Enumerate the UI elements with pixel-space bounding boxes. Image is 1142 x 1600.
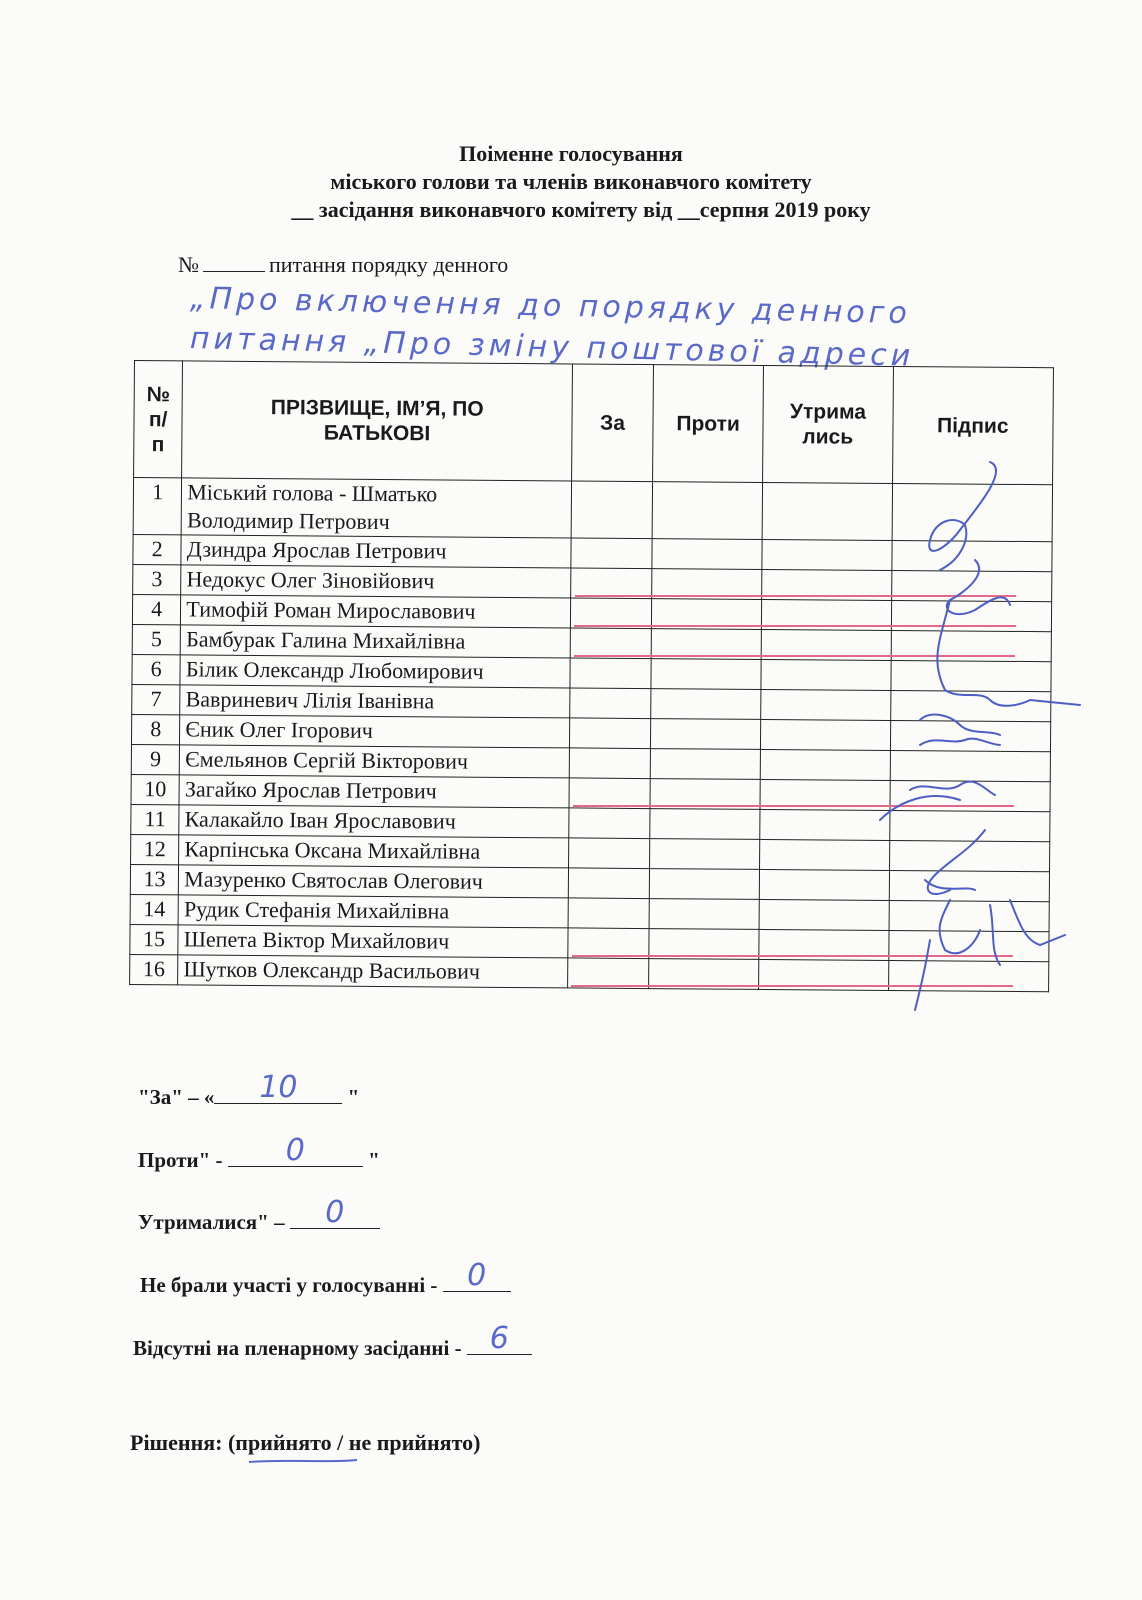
row-number: 3 bbox=[133, 564, 182, 594]
row-number: 4 bbox=[132, 594, 181, 624]
tally-against-close: " bbox=[362, 1148, 380, 1172]
col-header-proty: Проти bbox=[653, 365, 764, 483]
row-number: 9 bbox=[131, 744, 180, 774]
agenda-label: питання порядку денного bbox=[269, 252, 509, 277]
tally-absent-label: Відсутні на пленарному засіданні - bbox=[133, 1336, 467, 1360]
row-number: 6 bbox=[132, 654, 181, 684]
row-number: 5 bbox=[132, 624, 181, 654]
tally-not-voting-value: 0 bbox=[467, 1258, 487, 1293]
decision-separator: / bbox=[331, 1430, 349, 1455]
tally-for-value: 10 bbox=[259, 1070, 298, 1105]
tally-against bbox=[138, 1133, 380, 1173]
tally-for bbox=[138, 1070, 360, 1110]
handwritten-agenda-line-1: „Про включення до порядку денного bbox=[189, 281, 912, 332]
col-header-utrymalys: Утрима лись bbox=[763, 365, 893, 483]
col-header-num: № п/ п bbox=[134, 361, 183, 478]
row-number: 15 bbox=[130, 924, 179, 954]
member-name: Калакайло Іван Ярославович bbox=[179, 805, 569, 838]
tally-absent-value: 6 bbox=[489, 1321, 509, 1356]
agenda-number-prefix: № bbox=[178, 252, 199, 277]
row-number: 8 bbox=[131, 714, 180, 744]
decision-prefix: Рішення: ( bbox=[130, 1430, 236, 1455]
decision-suffix: ) bbox=[473, 1430, 481, 1455]
member-name: Бамбурак Галина Михайлівна bbox=[180, 625, 570, 658]
handwritten-agenda-line-2: питання „Про зміну поштової адреси bbox=[189, 321, 915, 374]
tally-against-label: Проти" - bbox=[138, 1148, 228, 1172]
member-name: Мазуренко Святослав Олегович bbox=[179, 865, 569, 898]
member-name: Тимофій Роман Мирославович bbox=[181, 595, 571, 628]
tally-not-voting-blank bbox=[443, 1258, 511, 1293]
tally-against-blank bbox=[228, 1133, 363, 1168]
tally-abstained-blank bbox=[290, 1195, 380, 1230]
member-name: Дзиндра Ярослав Петрович bbox=[181, 535, 571, 568]
row-number: 2 bbox=[133, 534, 182, 564]
member-name: Шутков Олександр Васильович bbox=[178, 955, 568, 988]
tally-abstained-value: 0 bbox=[325, 1195, 345, 1230]
tally-against-value: 0 bbox=[285, 1133, 305, 1168]
row-number: 14 bbox=[130, 894, 179, 924]
row-number: 7 bbox=[132, 684, 181, 714]
member-name: Ємельянов Сергій Вікторович bbox=[180, 745, 570, 778]
tally-abstained bbox=[138, 1195, 380, 1235]
tally-absent bbox=[133, 1321, 532, 1361]
row-number: 1 bbox=[133, 478, 182, 535]
row-number: 11 bbox=[131, 804, 180, 834]
row-number: 12 bbox=[131, 834, 180, 864]
row-number: 10 bbox=[131, 774, 180, 804]
tally-for-close: " bbox=[342, 1085, 360, 1109]
member-name: Вавриневич Лілія Іванівна bbox=[180, 685, 570, 718]
member-name: Недокус Олег Зіновійович bbox=[181, 565, 571, 598]
row-number: 13 bbox=[130, 864, 179, 894]
document-subtitle: міського голови та членів виконавчого комітету bbox=[330, 169, 812, 194]
col-header-za: За bbox=[571, 364, 653, 482]
member-name: Карпінська Оксана Михайлівна bbox=[179, 835, 569, 868]
decision-adopted: прийнято bbox=[235, 1430, 332, 1455]
col-header-signature: Підпис bbox=[892, 366, 1053, 484]
member-name: Міський голова - Шматько Володимир Петрович bbox=[181, 478, 571, 538]
decision-not-adopted: не прийнято bbox=[348, 1430, 474, 1455]
tally-abstained-label: Утрималися" – bbox=[138, 1210, 290, 1234]
tally-not-voting-label: Не брали участі у голосуванні - bbox=[140, 1273, 443, 1297]
col-header-name: ПРІЗВИЩЕ, ІМ’Я, ПО БАТЬКОВІ bbox=[182, 361, 573, 481]
tally-absent-blank bbox=[467, 1321, 532, 1356]
adopted-underline bbox=[247, 1458, 359, 1464]
member-name: Шепета Віктор Михайлович bbox=[178, 925, 568, 958]
member-name: Загайко Ярослав Петрович bbox=[179, 775, 569, 808]
member-name: Рудик Стефанія Михайлівна bbox=[178, 895, 568, 928]
decision-line bbox=[130, 1430, 480, 1456]
tally-not-voting bbox=[140, 1258, 511, 1298]
tally-for-label: "За" – « bbox=[138, 1085, 215, 1109]
member-name: Єник Олег Ігорович bbox=[180, 715, 570, 748]
tally-for-blank bbox=[214, 1070, 342, 1105]
meeting-line: __ засідання виконавчого комітету від __серпня 2019 року bbox=[291, 197, 871, 222]
row-number: 16 bbox=[130, 954, 179, 984]
document-title: Поіменне голосування bbox=[459, 141, 683, 166]
member-name: Білик Олександр Любомирович bbox=[180, 655, 570, 688]
